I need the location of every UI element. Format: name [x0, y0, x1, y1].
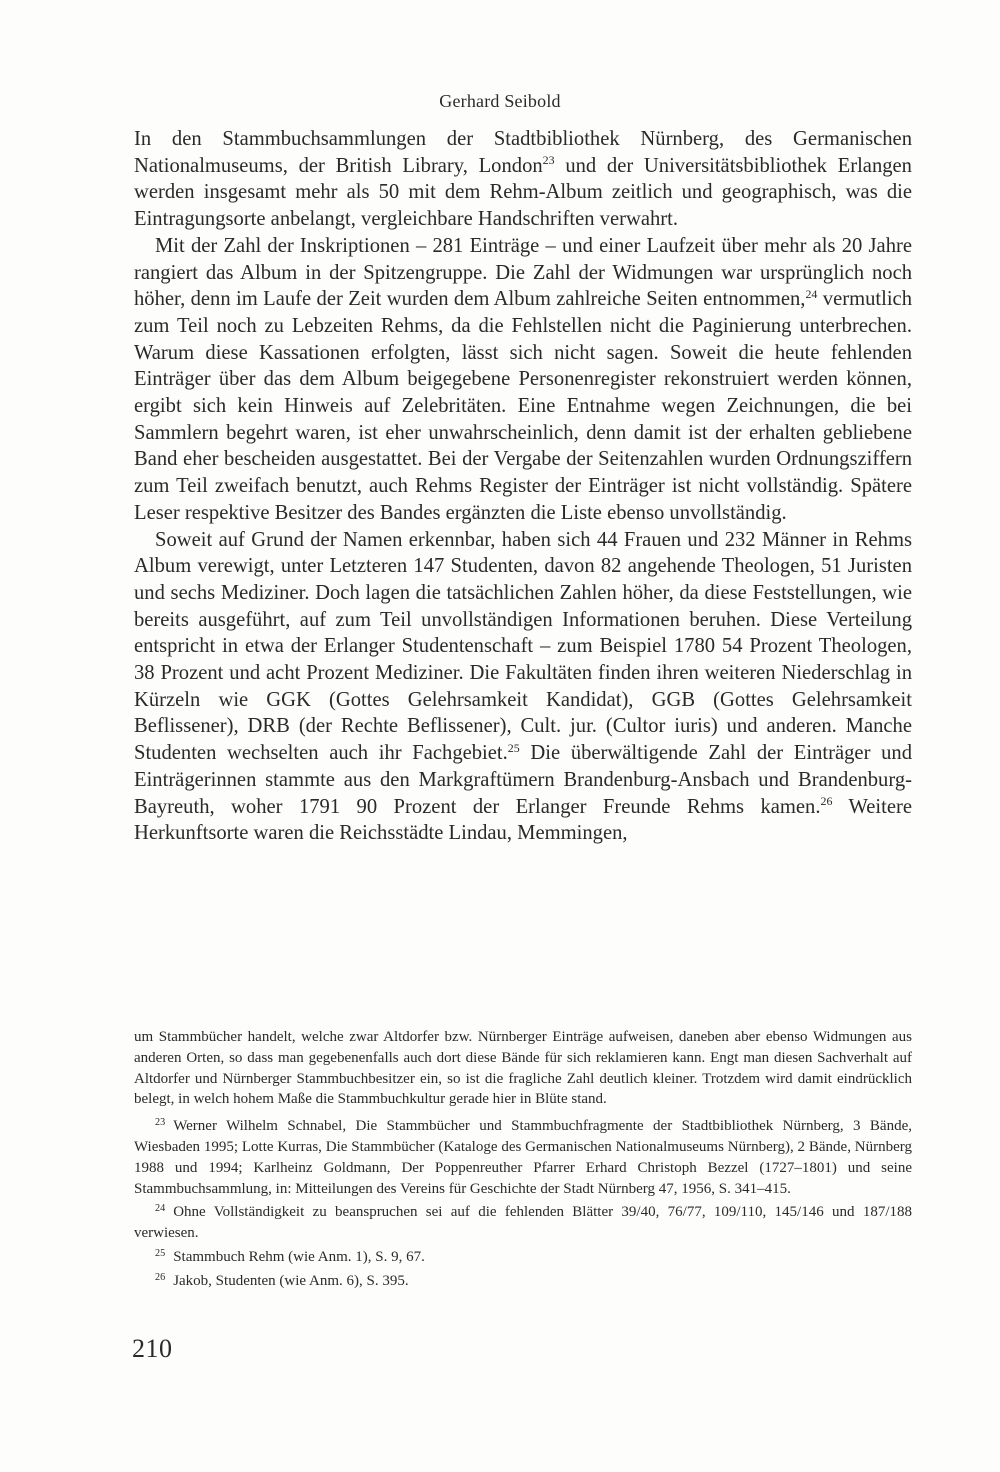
- running-header: Gerhard Seibold: [439, 91, 561, 111]
- footnote-number: 23: [155, 1117, 166, 1129]
- paragraph-text: vermutlich zum Teil noch zu Lebzeiten Rehms, da die Fehlstellen nicht die Paginierung unterbrechen. Warum diese Kassationen erfolgten, lässt sich nicht sagen. Soweit die heute fehlenden Einträger über das dem Album beigegebene Personenregister rekonstruiert werden können, ergibt sich kein Hinweis auf Zelebritäten. Eine Entnahme wegen Zeichnungen, die bei Sammlern begehrt waren, ist eher unwahrscheinlich, denn damit ist der erhalten gebliebene Band eher bescheiden ausgestattet. Bei der Vergabe der Seitenzahlen wurden Ordnungsziffern zum Teil zweifach benutzt, auch Rehms Register der Einträger ist nicht vollständig. Spätere Leser respektive Besitzer des Bandes ergänzten die Liste ebenso unvollständig.: [134, 288, 912, 524]
- paragraph: [134, 233, 912, 527]
- paragraph-text: Weitere Herkunftsorte waren die Reichsstädte Lindau, Memmingen,: [134, 795, 912, 845]
- paragraph-text: Mit der Zahl der Inskriptionen – 281 Einträge – und einer Laufzeit über mehr als 20 Jahre rangiert das Album in der Spitzengruppe. Die Zahl der Widmungen war ursprünglich noch höher, denn im Laufe der Zeit wurden dem Album zahlreiche Seiten entnommen,: [134, 234, 912, 311]
- footnotes: [134, 1027, 912, 1295]
- paragraph: [134, 527, 912, 847]
- footnote-ref[interactable]: 24: [805, 286, 818, 301]
- footnote-ref[interactable]: 25: [507, 740, 520, 755]
- footnote-24: [134, 1202, 912, 1244]
- paragraph-text: In den Stammbuchsammlungen der Stadtbibliothek Nürnberg, des Germanischen Nationalmuseums, der British Library, London: [134, 128, 912, 177]
- footnote-text: Werner Wilhelm Schnabel, Die Stammbücher und Stammbuchfragmente der Stadtbibliothek Nürnberg, 3 Bände, Wiesbaden 1995; Lotte Kurras, Die Stammbücher (Kataloge des Germanischen Nationalmuseums Nürnberg), 2 Bände, Nürnberg 1988 und 1994; Karlheinz Goldmann, Der Poppenreuther Pfarrer Erhard Christoph Bezzel (1727–1801) und seine Stammbuchsammlung, in: Mitteilungen des Vereins für Geschichte der Stadt Nürnberg 47, 1956, S. 341–415.: [134, 1118, 912, 1197]
- footnote-23: [134, 1116, 912, 1199]
- page-number: 210: [132, 1334, 173, 1363]
- paragraph: [134, 126, 912, 233]
- footnote-number: 25: [155, 1247, 166, 1259]
- paragraph-text: Soweit auf Grund der Namen erkennbar, haben sich 44 Frauen und 232 Männer in Rehms Album verewigt, unter Letzteren 147 Studenten, davon 82 angehende Theologen, 51 Juristen und sechs Mediziner. Doch lagen die tatsächlichen Zahlen höher, da diese Feststellungen, wie bereits ausgeführt, auf zum Teil unvollständigen Informationen beruhen. Diese Verteilung entspricht in etwa der Erlanger Studentenschaft – zum Beispiel 1780 54 Prozent Theologen, 38 Prozent und acht Prozent Mediziner. Die Fakultäten finden ihren weiteren Niederschlag in Kürzeln wie GGK (Gottes Gelehrsamkeit Kandidat), GGB (Gottes Gelehrsamkeit Beflissener), DRB (der Rechte Beflissener), Cult. jur. (Cultor iuris) und anderen. Manche Studenten wechselten auch ihr Fachgebiet.: [134, 528, 912, 765]
- paragraph-text: Die überwältigende Zahl der Einträger und Einträgerinnen stammte aus den Markgraftümern Brandenburg-Ansbach und Brandenburg-Bayreuth, woher 1791 90 Prozent der Erlanger Freunde Rehms kamen.: [134, 742, 912, 818]
- footnote-number: 24: [155, 1203, 166, 1215]
- footnote-ref[interactable]: 23: [542, 153, 555, 168]
- footnote-25: [134, 1247, 912, 1268]
- footnote-continuation: um Stammbücher handelt, welche zwar Altdorfer bzw. Nürnberger Einträge aufweisen, daneben aber ebenso Widmungen aus anderen Orten, so dass man gegebenenfalls auch dort diese Bände für sich reklamieren kann. Engt man diesen Sachverhalt auf Altdorfer und Nürnberger Stammbuchbesitzer ein, so ist die fragliche Zahl deutlich kleiner. Trotzdem wird damit eindrücklich belegt, in welch hohem Maße die Stammbuchkultur gerade hier in Blüte stand.: [134, 1029, 912, 1108]
- footnote-text: Ohne Vollständigkeit zu beanspruchen sei auf die fehlenden Blätter 39/40, 76/77, 109/110, 145/146 und 187/188 verwiesen.: [134, 1204, 912, 1242]
- footnote-ref[interactable]: 26: [820, 794, 833, 809]
- footnote-text: Jakob, Studenten (wie Anm. 6), S. 395.: [173, 1272, 409, 1289]
- main-text: [134, 126, 912, 847]
- paragraph-text: und der Universitätsbibliothek Erlangen werden insgesamt mehr als 50 mit dem Rehm-Album zeitlich und geographisch, was die Eintragungsorte anbelangt, vergleichbare Handschriften verwahrt.: [134, 154, 912, 231]
- footnote-text: Stammbuch Rehm (wie Anm. 1), S. 9, 67.: [173, 1248, 425, 1265]
- footnote-26: [134, 1271, 912, 1292]
- footnote-number: 26: [155, 1271, 166, 1283]
